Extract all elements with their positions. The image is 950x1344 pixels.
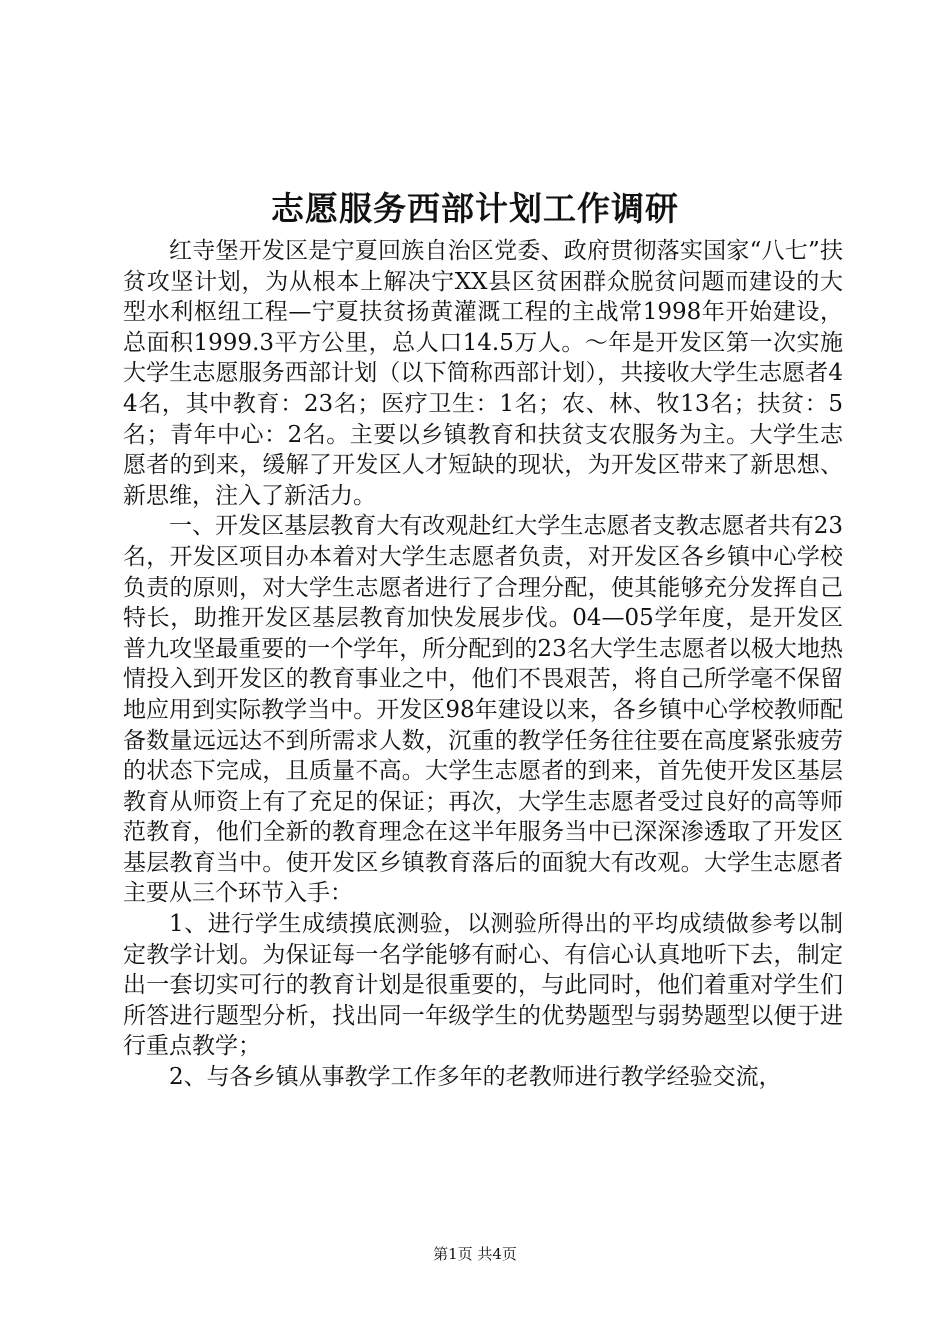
paragraph-item-1: 1、进行学生成绩摸底测验，以测验所得出的平均成绩做参考以制定教学计划。为保证每一名学能够有耐心、有信心认真地听下去，制定出一套切实可行的教育计划是很重要的，与此同时，他们着重对学生们所答进行题型分析，找出同一年级学生的优势题型与弱势题型以便于进行重点教学； — [123, 911, 843, 1060]
document-title: 志愿服务西部计划工作调研 — [271, 189, 679, 228]
paragraph-item-2: 2、与各乡镇从事教学工作多年的老教师进行教学经验交流， — [169, 1064, 782, 1091]
paragraph-intro: 红寺堡开发区是宁夏回族自治区党委、政府贯彻落实国家“八七”扶贫攻坚计划，为从根本上解决宁XX县区贫困群众脱贫问题而建设的大型水利枢纽工程—宁夏扶贫扬黄灌溉工程的主战常1998年开始建设，总面积1999.3平方公里，总人口14.5万人。～年是开发区第一次实施大学生志愿服务西部计划（以下简称西部计划），共接收大学生志愿者44名，其中教育：23名；医疗卫生：1名；农、林、牧13名；扶贫：5名；青年中心：2名。主要以乡镇教育和扶贫支农服务为主。大学生志愿者的到来，缓解了开发区人才短缺的现状，为开发区带来了新思想、新思维，注入了新活力。 — [123, 238, 843, 509]
document-body — [123, 236, 843, 1093]
paragraph-section-1: 一、开发区基层教育大有改观赴红大学生志愿者支教志愿者共有23名，开发区项目办本着对大学生志愿者负责，对开发区各乡镇中心学校负责的原则，对大学生志愿者进行了合理分配，使其能够充分发挥自己特长，助推开发区基层教育加快发展步伐。04—05学年度，是开发区普九攻坚最重要的一个学年，所分配到的23名大学生志愿者以极大地热情投入到开发区的教育事业之中，他们不畏艰苦，将自己所学毫不保留地应用到实际教学当中。开发区98年建设以来，各乡镇中心学校教师配备数量远远达不到所需求人数，沉重的教学任务往往要在高度紧张疲劳的状态下完成，且质量不高。大学生志愿者的到来，首先使开发区基层教育从师资上有了充足的保证；再次，大学生志愿者受过良好的高等师范教育，他们全新的教育理念在这半年服务当中已深深渗透取了开发区基层教育当中。使开发区乡镇教育落后的面貌大有改观。大学生志愿者主要从三个环节入手： — [123, 513, 843, 907]
page-number-footer: 第1页 共4页 — [433, 1245, 517, 1263]
